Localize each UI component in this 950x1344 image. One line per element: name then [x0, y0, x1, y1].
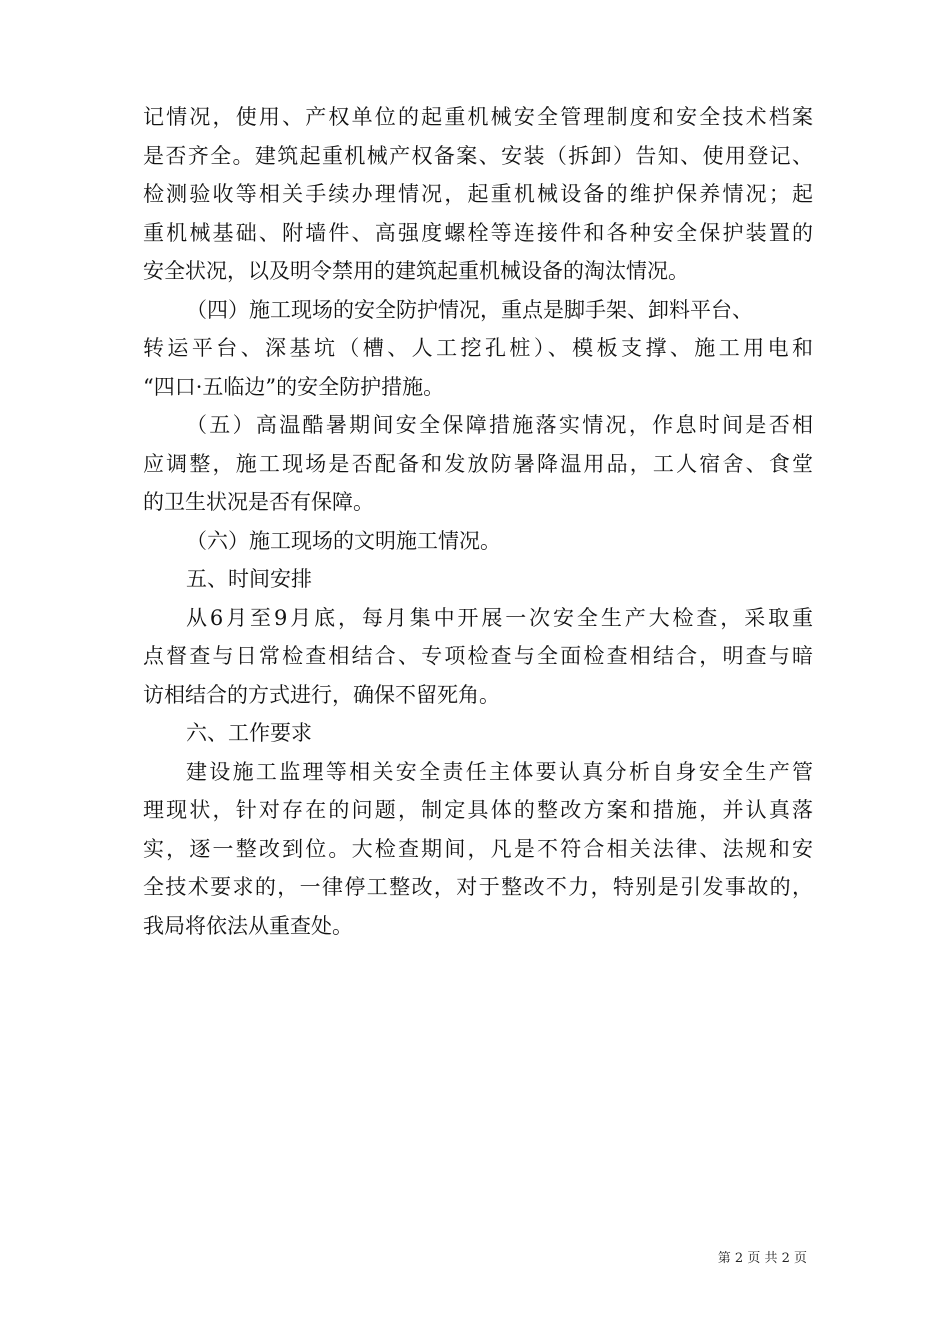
text-line: 从6月至9月底，每月集中开展一次安全生产大检查，采取重	[186, 605, 813, 630]
text-line: （六）施工现场的文明施工情况。	[186, 528, 501, 553]
page-number: 第 2 页 共 2 页	[717, 1251, 807, 1266]
text-line: 重机械基础、附墙件、高强度螺栓等连接件和各种安全保护装置的	[143, 220, 813, 245]
text-line: 是否齐全。建筑起重机械产权备案、安装（拆卸）告知、使用登记、	[143, 143, 813, 168]
text-line: 安全状况，以及明令禁用的建筑起重机械设备的淘汰情况。	[143, 259, 689, 283]
document-body	[143, 98, 813, 945]
text-line: 应调整，施工现场是否配备和发放防暑降温用品，工人宿舍、食堂	[143, 451, 813, 476]
text-line: 理现状，针对存在的问题，制定具体的整改方案和措施，并认真落	[143, 798, 813, 822]
text-line: “四口·五临边”的安全防护措施。	[143, 374, 445, 399]
text-line: 点督查与日常检查相结合、专项检查与全面检查相结合，明查与暗	[143, 644, 813, 668]
text-line: 转运平台、深基坑（槽、人工挖孔桩）、模板支撑、施工用电和	[143, 336, 813, 360]
text-line: （五）高温酷暑期间安全保障措施落实情况，作息时间是否相	[186, 413, 813, 437]
text-line: 全技术要求的，一律停工整改，对于整改不力，特别是引发事故的，	[143, 875, 813, 899]
text-line: 我局将依法从重查处。	[143, 913, 353, 938]
text-line: （四）施工现场的安全防护情况，重点是脚手架、卸料平台、	[186, 297, 753, 322]
text-line: 记情况，使用、产权单位的起重机械安全管理制度和安全技术档案	[143, 105, 813, 129]
text-line: 访相结合的方式进行，确保不留死角。	[143, 682, 500, 707]
text-line: 五、时间安排	[186, 567, 312, 591]
text-line: 检测验收等相关手续办理情况，起重机械设备的维护保养情况；起	[143, 182, 813, 206]
text-line: 建设施工监理等相关安全责任主体要认真分析自身安全生产管	[186, 759, 813, 784]
text-line: 的卫生状况是否有保障。	[143, 490, 374, 514]
text-line: 六、工作要求	[186, 721, 312, 745]
text-line: 实，逐一整改到位。大检查期间，凡是不符合相关法律、法规和安	[143, 836, 813, 861]
